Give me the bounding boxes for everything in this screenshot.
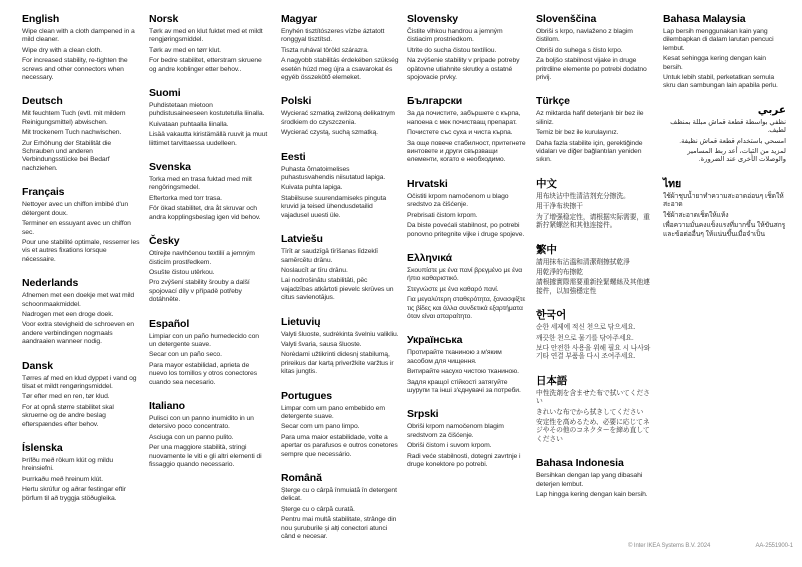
instruction-line: За още повече стабилност, притегнете винтовете и други свързващи елементи, когато е необходимо. [407, 139, 526, 164]
instruction-line: Tør efter med en ren, tør klud. [22, 393, 110, 401]
language-heading: Norsk [149, 13, 179, 25]
instruction-line: Pulisci con un panno inumidito in un detersivo poco concentrato. [149, 414, 254, 431]
section-czech [149, 235, 268, 304]
section-arabic [663, 104, 786, 165]
instruction-line: Pro zvýšení stability šrouby a další spojovací díly v případě potřeby dotáhněte. [149, 279, 250, 304]
instruction-line: Radi veće stabilnosti, dotegni zavrtnje i druge konektore po potrebi. [407, 452, 521, 468]
instruction-line: Obriši krpom namočenom blagim sredstvom za čišćenje. [407, 423, 504, 439]
language-heading: English [22, 13, 60, 25]
instruction-line: Norėdami užtikrinti didesnį stabilumą, prireikus dar kartą priveržkite varžtus ir kitas jungtis. [281, 351, 394, 376]
language-heading: Magyar [281, 13, 318, 25]
instruction-line: Stabiilsuse suurendamiseks pinguta kruvid ja teised ühendusdetailid vajadusel uuesti üle. [281, 194, 387, 219]
instruction-line: Tørres af med en klud dyppet i vand og tilsat et mildt rengøringsmiddel. [22, 374, 137, 390]
instruction-line: För ökad stabilitet, dra åt skruvar och andra kopplingsbeslag igen vid behov. [149, 205, 261, 221]
instruction-line: Secar con un paño seco. [149, 351, 222, 359]
instruction-line: Asciuga con un panno pulito. [149, 433, 234, 441]
section-dutch [22, 277, 141, 346]
language-heading: 繁中 [536, 243, 557, 256]
instruction-line: Þurrkaðu með hreinum klút. [22, 475, 103, 483]
language-column-2 [149, 13, 268, 482]
section-slovak [407, 13, 526, 82]
instruction-line: Otírejte navlhčenou textilií a jemným čisticím prostředkem. [149, 250, 255, 266]
instruction-line: Tiszta ruhával töröld szárazra. [281, 46, 369, 54]
section-malay [663, 13, 786, 91]
instruction-line: 为了增强稳定性，请根据实际需要，重新拧紧螺丝和其他连接件。 [536, 213, 650, 230]
language-heading: Hrvatski [407, 177, 448, 190]
section-lithuanian [281, 316, 400, 377]
language-column-5 [536, 13, 655, 512]
section-finnish [149, 87, 268, 148]
instruction-line: Zur Erhöhung der Stabilität die Schrauben und anderen Verbindungsstücke bei Bedarf nachziehen. [22, 139, 112, 172]
section-portuguese [281, 390, 400, 459]
instruction-line: Osušte čistou utěrkou. [149, 268, 215, 276]
instruction-line: Σκουπίστε με ένα πανί βρεγμένο με ένα ήπιο καθαριστικό. [407, 266, 523, 283]
instruction-line: Bersihkan dengan lap yang dibasahi deterjen lembut. [536, 472, 643, 488]
instruction-line: Čistite vlhkou handrou a jemným čistiacim prostriedkom. [407, 28, 503, 44]
instruction-line: Za boljšo stabilnost vijake in druge pritrdilne elemente po potrebi dodatno privij. [536, 57, 647, 82]
language-heading: Slovensky [407, 13, 459, 25]
instruction-line: 보다 안전한 사용을 위해 필요 시 나사와 기타 연결 부품을 다시 조여주세요. [536, 344, 651, 361]
instruction-line: Pentru mai multă stabilitate, strânge din nou șuruburile și alți conectori atunci când e necesar. [281, 516, 397, 541]
section-indonesian [536, 457, 655, 499]
instruction-line: Puhasta õrnatoimelises puhastusvahendis niisutatud lapiga. [281, 165, 386, 182]
instruction-line: Temiz bir bez ile kurulayınız. [536, 129, 619, 137]
section-serbian [407, 408, 526, 469]
language-heading: ไทย [663, 177, 682, 190]
instruction-line: Lap hingga kering dengan kain bersih. [536, 491, 648, 498]
instruction-line: Enyhén tisztítószeres vízbe áztatott ronggyal tisztítsd. [281, 28, 385, 44]
instruction-line: Afnemen met een doekje met wat mild schoonmaakmiddel. [22, 292, 135, 308]
instruction-line: A nagyobb stabilitás érdekében szükség esetén húzd meg újra a csavarokat és egyéb összekötő elemeket. [281, 57, 399, 82]
instruction-line: Wipe dry with a clean cloth. [22, 46, 102, 54]
instruction-line: Očistiti krpom namočenom u blago sredstvo za čišćenje. [407, 192, 509, 209]
instruction-line: Obriši s krpo, navlaženo z blagim čistilom. [536, 28, 633, 44]
instruction-line: Протирайте тканиною з м'яким засобом для чищення. [407, 349, 502, 365]
section-greek [407, 252, 526, 321]
section-chinese-simplified [536, 178, 655, 231]
section-polish [281, 95, 400, 137]
instruction-line: Tørk av med en tørr klut. [149, 46, 221, 54]
section-latvian [281, 233, 400, 302]
instruction-line: Voor extra stevigheid de schroeven en andere verbindingen nogmaals aandraaien wanneer nodig. [22, 321, 134, 346]
section-chinese-traditional [536, 244, 655, 297]
section-japanese [536, 375, 655, 444]
section-icelandic [22, 442, 141, 503]
language-heading: Ελληνικά [407, 251, 453, 264]
instruction-line: لمزيد من الثبات، أعد ربط المسامير والوصلات الأخرى عند الضرورة. [687, 148, 786, 164]
language-heading: Portugues [281, 389, 333, 402]
language-heading: Polski [281, 95, 312, 108]
instruction-line: Nadrogen met een droge doek. [22, 310, 114, 318]
section-estonian [281, 151, 400, 220]
section-turkish [536, 95, 655, 164]
instruction-line: Puhdistetaan mietoon puhdistusaineeseen kostutetulla liinalla. [149, 102, 265, 118]
instruction-line: Wycierać szmatką zwilżoną delikatnym środkiem do czyszczenia. [281, 110, 395, 126]
instruction-line: Șterge cu o cârpă înmuiată în detergent delicat. [281, 487, 397, 503]
language-heading: Bahasa Indonesia [536, 457, 624, 470]
instruction-line: Valyti švaria, sausa šluoste. [281, 340, 362, 348]
section-spanish [149, 318, 268, 387]
language-heading: Česky [149, 235, 180, 248]
section-ukrainian [407, 334, 526, 395]
section-norwegian [149, 13, 268, 74]
instruction-line: Lai nodrošinātu stabilitāti, pēc vajadzības atkārtoti pievelc skrūves un citus savienotājus. [281, 277, 394, 302]
instruction-line: Valyti šluoste, sudrėkinta švelniu valikliu. [281, 330, 399, 338]
language-heading: عربي [757, 103, 786, 116]
language-heading: Deutsch [22, 95, 63, 108]
instruction-line: Lap bersih menggunakan kain yang dilembapkan di dalam larutan pencuci lembut. [663, 28, 774, 52]
instruction-line: Задля кращої стійкості затягуйте шурупи та інші з'єднувачі за потреби. [407, 378, 521, 394]
language-heading: Nederlands [22, 277, 79, 290]
language-heading: Srpski [407, 408, 439, 421]
instruction-line: ใช้ผ้าสะอาดเช็ดให้แห้ง [663, 211, 729, 219]
instruction-line: Tīrīt ar saudzīgā tīrīšanas līdzeklī samērcētu drānu. [281, 248, 378, 264]
instruction-line: Tørk av med en klut fuktet med et mildt rengjøringsmiddel. [149, 28, 263, 44]
instruction-line: Για μεγαλύτερη σταθερότητα, ξανασφίξτε τις βίδες και άλλα συνδετικά εξαρτήματα όταν είναι απαραίτητο. [407, 296, 526, 320]
section-swedish [149, 161, 268, 222]
instruction-line: 安定性を高めるため、必要に応じてネジやその他のコネクターを締め直してください [536, 418, 650, 443]
section-english [22, 13, 141, 82]
instruction-line: Para mayor estabilidad, aprieta de nuevo los tornillos y otros conectores cuando sea necesario. [149, 361, 258, 386]
instruction-line: Eftertorka med torr trasa. [149, 194, 222, 202]
language-column-4 [407, 13, 526, 482]
instruction-line: Torka med en trasa fuktad med milt rengöringsmedel. [149, 176, 252, 192]
instruction-line: Mit feuchtem Tuch (evtl. mit mildem Reinigungsmittel) abwischen. [22, 110, 126, 126]
language-heading: Türkçe [536, 95, 570, 108]
instruction-line: 순한 세제에 적신 천으로 닦으세요. [536, 324, 636, 332]
instruction-line: きれいな布でから拭きしてください [536, 408, 644, 416]
instruction-line: Na zvýšenie stability v prípade potreby opätovne utiahnite skrutky a ostatné spojovacie prvky. [407, 57, 520, 82]
instruction-line: Secar com um pano limpo. [281, 423, 360, 431]
instruction-line: Da biste povećali stabilnost, po potrebi ponovno pritegnite vijke i druge spojeve. [407, 222, 525, 238]
language-heading: Български [407, 95, 463, 108]
instruction-line: เพื่อความมั่นคงแข็งแรงที่มากขึ้น ให้ขันสกรูและข้อต่ออื่นๆ ให้แน่นขึ้นเมื่อจำเป็น [663, 222, 786, 238]
instruction-line: For bedre stabilitet, etterstram skruene og andre koblinger etter behov.. [149, 57, 262, 73]
language-heading: Español [149, 317, 190, 330]
instruction-line: 用乾淨的布擦乾 [536, 268, 583, 276]
instruction-line: Para uma maior estabilidade, volte a apertar os parafusos e outros conetores sempre que necessário. [281, 433, 398, 458]
instruction-line: Noslaucīt ar tīru drānu. [281, 266, 348, 274]
instruction-line: Utrite do sucha čistou textíliou. [407, 46, 497, 54]
instruction-line: 깨끗한 천으로 물기를 닦아주세요. [536, 334, 634, 342]
language-heading: Bahasa Malaysia [663, 13, 746, 25]
section-thai [663, 178, 786, 239]
instruction-line: For at opnå større stabilitet skal skruerne og de andre beslag efterspændes efter behov. [22, 403, 114, 428]
section-italian [149, 400, 268, 469]
copyright-text: © Inter IKEA Systems B.V. 2024 [628, 543, 711, 549]
language-column-1 [22, 13, 141, 516]
instruction-line: Στεγνώστε με ένα καθαρό πανί. [407, 285, 499, 293]
language-heading: Dansk [22, 359, 54, 372]
instruction-line: 用布块沾中性清洁剂充分擦洗。 [536, 192, 630, 200]
instruction-line: ใช้ผ้าชุบน้ำยาทำความสะอาดอ่อนๆ เช็ดให้สะอาด [663, 192, 784, 209]
instruction-line: Витирайте насухо чистою тканиною. [407, 368, 519, 376]
section-bulgarian [407, 95, 526, 164]
instruction-line: Terminer en essuyant avec un chiffon sec. [22, 220, 131, 236]
language-heading: Suomi [149, 87, 181, 100]
section-danish [22, 360, 141, 429]
section-french [22, 186, 141, 264]
instruction-line: Daha fazla stabilite için, gerektiğinde vidaları ve diğer bağlantıları yeniden sıkın. [536, 139, 643, 164]
instruction-line: امسحي باستخدام قطعة قماش نظيفة. [679, 137, 786, 145]
section-romanian [281, 472, 400, 541]
language-heading: Română [281, 472, 322, 484]
instruction-line: 中性洗剤を含ませた布で拭いてください [536, 389, 650, 406]
instruction-line: За да почистите, забършете с кърпа, напоена с мек почистващ препарат. [407, 110, 521, 126]
section-slovenian [536, 13, 655, 82]
section-german [22, 95, 141, 173]
document-number: AA-2551900-1 [755, 543, 793, 549]
language-heading: 中文 [536, 177, 557, 190]
instruction-line: Hertu skrúfur og aðrar festingar eftir þörfum til að tryggja stöðugleika. [22, 486, 126, 502]
instruction-line: Pour une stabilité optimale, resserrer les vis et autres fixations lorsque nécessaire. [22, 238, 140, 263]
language-column-6 [663, 13, 786, 252]
language-heading: Svenska [149, 161, 191, 174]
instruction-line: Prebrisati čistom krpom. [407, 211, 478, 219]
instruction-line: Per una maggiore stabilità, stringi nuovamente le viti e gli altri elementi di fissaggio quando necessario. [149, 444, 262, 468]
instruction-line: For increased stability, re-tighten the screws and other connectors when necessary. [22, 57, 128, 82]
language-heading: Íslenska [22, 442, 63, 454]
language-heading: 日本語 [536, 374, 568, 387]
language-heading: Lietuvių [281, 315, 321, 328]
language-heading: Slovenščina [536, 13, 597, 25]
instruction-line: Obriši čistom i suvom krpom. [407, 442, 492, 450]
instruction-line: Untuk lebih stabil, perketatkan semula skru dan sambungan lain apabila perlu. [663, 74, 778, 90]
instruction-line: Limpiar con un paño humedecido con un detergente suave. [149, 332, 259, 348]
section-croatian [407, 178, 526, 239]
instruction-line: 用干净布块擦干 [536, 203, 583, 211]
language-heading: Français [22, 186, 65, 199]
section-korean [536, 309, 655, 362]
instruction-line: Limpar com um pano embebido em detergente suave. [281, 404, 385, 420]
instruction-line: Wycierać czystą, suchą szmatką. [281, 129, 378, 137]
instruction-line: Mit trockenem Tuch nachwischen. [22, 129, 122, 137]
language-heading: Latviešu [281, 233, 323, 246]
instruction-line: Șterge cu o cârpă curată. [281, 505, 355, 513]
language-heading: Italiano [149, 399, 185, 412]
instruction-line: Kuivataan puhtaalla liinalla. [149, 120, 229, 128]
instruction-line: 請用抹布沾溫和清潔劑擦拭乾淨 [536, 258, 630, 266]
language-heading: 한국어 [536, 309, 567, 322]
instruction-line: Wipe clean with a cloth dampened in a mild cleaner. [22, 28, 135, 44]
instruction-line: Почистете със суха и чиста кърпа. [407, 129, 513, 137]
instruction-line: Az miktarda hafif deterjanlı bir bez ile siliniz. [536, 110, 644, 126]
instruction-line: نظفي بواسطة قطعة قماش مبللة بمنظف لطيف. [670, 118, 786, 135]
page-footer [628, 542, 793, 550]
language-heading: Eesti [281, 150, 306, 163]
instruction-line: 請根據實際需要重新拴緊螺絲及其他連接件，以加強穩定性 [536, 279, 650, 295]
instruction-line: Kesat sehingga kering dengan kain bersih. [663, 55, 766, 71]
instruction-line: Lisää vakautta kiristämällä ruuvit ja muut liittimet tarvittaessa uudelleen. [149, 131, 268, 147]
language-heading: Українська [407, 334, 463, 347]
instruction-line: Obriši do suhega s čisto krpo. [536, 46, 623, 54]
instruction-line: Nettoyer avec un chiffon imbibé d'un détergent doux. [22, 201, 129, 217]
instruction-line: Kuivata puhta lapiga. [281, 184, 343, 192]
section-hungarian [281, 13, 400, 82]
instruction-line: Þrífðu með rökum klút og mildu hreinsiefni. [22, 457, 114, 473]
language-column-3 [281, 13, 400, 554]
